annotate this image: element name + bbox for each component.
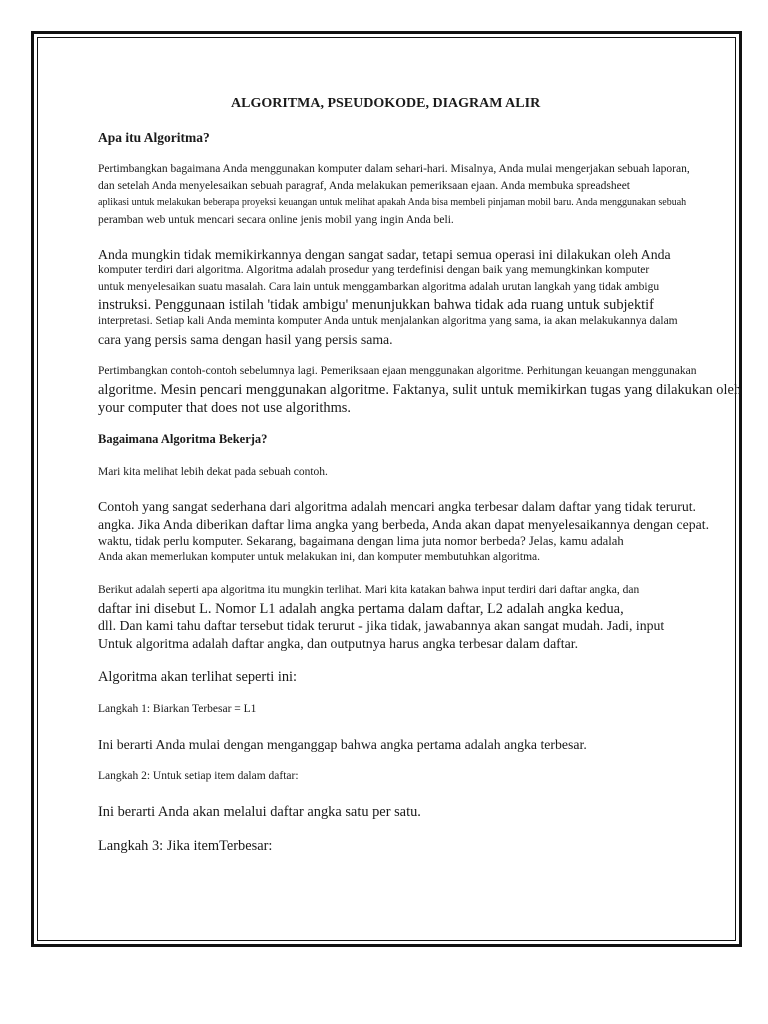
heading-how-algorithms-work: Bagaimana Algoritma Bekerja? [98,432,268,446]
paragraph-3-line-1: Pertimbangkan contoh-contoh sebelumnya lagi. Pemeriksaan ejaan menggunakan algoritme. Perhitungan keuangan menggunakan [98,365,697,377]
paragraph-1-line-3: aplikasi untuk melakukan beberapa proyeksi keuangan untuk melihat apakah Anda bisa membeli pinjaman mobil baru. Anda menggunakan sebuah [98,197,687,208]
step-2: Langkah 2: Untuk setiap item dalam daftar: [98,770,299,782]
paragraph-5-line-1: Contoh yang sangat sederhana dari algoritma adalah mencari angka terbesar dalam daftar yang tidak terurut. [98,499,697,514]
paragraph-6-line-3: dll. Dan kami tahu daftar tersebut tidak terurut - jika tidak, jawabannya akan sangat mudah. Jadi, input [98,618,665,633]
paragraph-1-line-2: dan setelah Anda menyelesaikan sebuah paragraf, Anda melakukan pemeriksaan ejaan. Anda membuka spreadsheet [98,180,630,192]
paragraph-4: Mari kita melihat lebih dekat pada sebuah contoh. [98,466,328,478]
step-3: Langkah 3: Jika itemTerbesar: [98,838,273,854]
paragraph-5-line-4: Anda akan memerlukan komputer untuk melakukan ini, dan komputer membutuhkan algoritma. [98,551,540,563]
paragraph-5-line-2: angka. Jika Anda diberikan daftar lima angka yang berbeda, Anda akan dapat menyelesaikannya dengan cepat. [98,517,710,532]
paragraph-2-line-3: untuk menyelesaikan suatu masalah. Cara lain untuk menggambarkan algoritma adalah urutan langkah yang tidak ambigu [98,281,660,293]
heading-what-is-algorithm: Apa itu Algoritma? [98,130,210,145]
paragraph-1-line-1: Pertimbangkan bagaimana Anda menggunakan komputer dalam sehari-hari. Misalnya, Anda mulai mengerjakan sebuah laporan, [98,163,690,175]
paragraph-2-line-6: cara yang persis sama dengan hasil yang persis sama. [98,332,393,347]
paragraph-7: Algoritma akan terlihat seperti ini: [98,669,298,685]
paragraph-3-line-3: your computer that does not use algorithms. [98,400,351,416]
document-title: ALGORITMA, PSEUDOKODE, DIAGRAM ALIR [231,96,541,111]
paragraph-2-line-5: interpretasi. Setiap kali Anda meminta komputer Anda untuk menjalankan algoritma yang sama, ia akan melakukannya dalam [98,315,678,327]
step-1: Langkah 1: Biarkan Terbesar = L1 [98,703,257,715]
paragraph-6-line-4: Untuk algoritma adalah daftar angka, dan outputnya harus angka terbesar dalam daftar. [98,636,579,651]
paragraph-6-line-2: daftar ini disebut L. Nomor L1 adalah angka pertama dalam daftar, L2 adalah angka kedua, [98,601,624,617]
paragraph-2-line-1: Anda mungkin tidak memikirkannya dengan sangat sadar, tetapi semua operasi ini dilakukan oleh Anda [98,247,671,262]
paragraph-8: Ini berarti Anda mulai dengan menganggap bahwa angka pertama adalah angka terbesar. [98,737,587,752]
paragraph-5-line-3: waktu, tidak perlu komputer. Sekarang, bagaimana dengan lima juta nomor berbeda? Jelas, kamu adalah [98,534,624,548]
paragraph-2-line-2: komputer terdiri dari algoritma. Algoritma adalah prosedur yang terdefinisi dengan baik yang memungkinkan komputer [98,264,650,276]
paragraph-1-line-4: peramban web untuk mencari secara online jenis mobil yang ingin Anda beli. [98,214,454,226]
paragraph-3-line-2: algoritme. Mesin pencari menggunakan algoritme. Faktanya, sulit untuk memikirkan tugas yang dilakukan oleh [98,382,742,398]
paragraph-9: Ini berarti Anda akan melalui daftar angka satu per satu. [98,804,421,820]
paragraph-2-line-4: instruksi. Penggunaan istilah 'tidak ambigu' menunjukkan bahwa tidak ada ruang untuk subjektif [98,297,654,313]
paragraph-6-line-1: Berikut adalah seperti apa algoritma itu mungkin terlihat. Mari kita katakan bahwa input terdiri dari daftar angka, dan [98,584,640,596]
